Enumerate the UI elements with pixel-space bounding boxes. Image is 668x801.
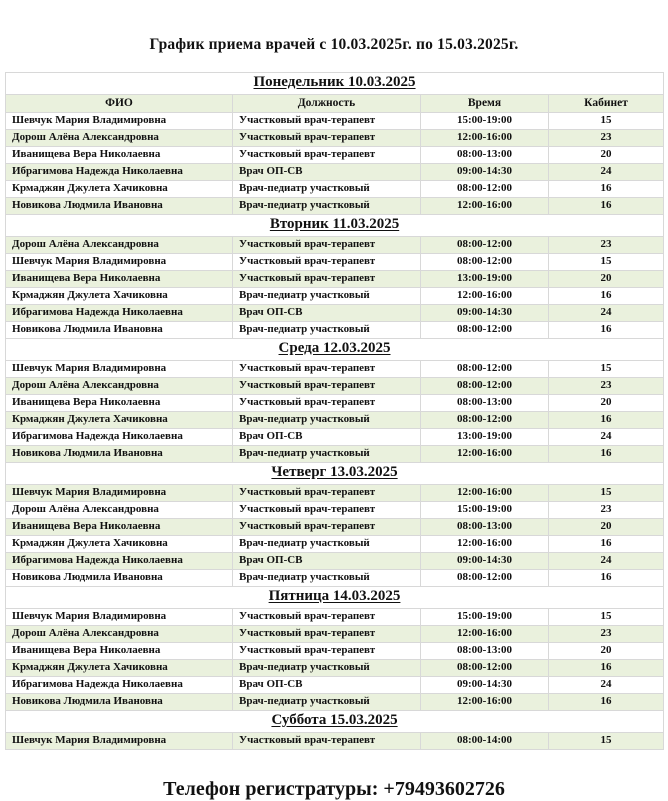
day-title-row [6, 587, 664, 609]
time-cell: 15:00-19:00 [421, 609, 549, 626]
schedule-row [6, 288, 664, 305]
position-cell: Врач ОП-СВ [233, 305, 421, 322]
day-title-cell [6, 215, 664, 237]
fio-cell: Ибрагимова Надежда Николаевна [6, 305, 233, 322]
position-cell: Врач-педиатр участковый [233, 198, 421, 215]
day-title: Понедельник 10.03.2025 [253, 74, 416, 90]
schedule-table [5, 72, 664, 750]
schedule-row [6, 446, 664, 463]
schedule-row [6, 570, 664, 587]
time-cell: 12:00-16:00 [421, 485, 549, 502]
fio-cell: Шевчук Мария Владимировна [6, 361, 233, 378]
time-cell: 15:00-19:00 [421, 113, 549, 130]
registry-phone: Телефон регистратуры: +79493602726 [163, 778, 505, 800]
schedule-row [6, 395, 664, 412]
cabinet-cell: 24 [549, 553, 664, 570]
time-cell: 08:00-12:00 [421, 254, 549, 271]
day-title: Среда 12.03.2025 [278, 340, 391, 356]
cabinet-cell: 16 [549, 536, 664, 553]
fio-cell: Крмаджян Джулета Хачиковна [6, 288, 233, 305]
cabinet-cell: 16 [549, 198, 664, 215]
position-cell: Врач-педиатр участковый [233, 570, 421, 587]
time-cell: 13:00-19:00 [421, 271, 549, 288]
cabinet-cell: 16 [549, 181, 664, 198]
fio-cell: Ибрагимова Надежда Николаевна [6, 553, 233, 570]
fio-cell: Новикова Людмила Ивановна [6, 694, 233, 711]
day-title-cell [6, 463, 664, 485]
fio-cell: Крмаджян Джулета Хачиковна [6, 660, 233, 677]
schedule-row [6, 322, 664, 339]
time-cell: 08:00-12:00 [421, 378, 549, 395]
cabinet-cell: 15 [549, 485, 664, 502]
time-cell: 09:00-14:30 [421, 553, 549, 570]
column-header-3: Кабинет [549, 95, 664, 113]
cabinet-cell: 23 [549, 502, 664, 519]
schedule-row [6, 305, 664, 322]
fio-cell: Дорош Алёна Александровна [6, 130, 233, 147]
column-header-2: Время [421, 95, 549, 113]
position-cell: Участковый врач-терапевт [233, 271, 421, 288]
cabinet-cell: 24 [549, 677, 664, 694]
fio-cell: Шевчук Мария Владимировна [6, 609, 233, 626]
position-cell: Врач ОП-СВ [233, 677, 421, 694]
day-title-cell [6, 711, 664, 733]
time-cell: 09:00-14:30 [421, 305, 549, 322]
fio-cell: Иванищева Вера Николаевна [6, 271, 233, 288]
day-title-row [6, 215, 664, 237]
time-cell: 12:00-16:00 [421, 626, 549, 643]
position-cell: Врач ОП-СВ [233, 429, 421, 446]
cabinet-cell: 15 [549, 609, 664, 626]
cabinet-cell: 15 [549, 113, 664, 130]
cabinet-cell: 15 [549, 733, 664, 750]
day-title-row [6, 339, 664, 361]
time-cell: 08:00-12:00 [421, 322, 549, 339]
page-title: График приема врачей с 10.03.2025г. по 15.03.2025г. [149, 36, 519, 53]
fio-cell: Новикова Людмила Ивановна [6, 446, 233, 463]
cabinet-cell: 20 [549, 519, 664, 536]
schedule-row [6, 271, 664, 288]
cabinet-cell: 16 [549, 694, 664, 711]
schedule-row [6, 254, 664, 271]
position-cell: Участковый врач-терапевт [233, 147, 421, 164]
fio-cell: Новикова Людмила Ивановна [6, 570, 233, 587]
day-title-row [6, 73, 664, 95]
fio-cell: Ибрагимова Надежда Николаевна [6, 164, 233, 181]
time-cell: 08:00-12:00 [421, 361, 549, 378]
time-cell: 08:00-13:00 [421, 395, 549, 412]
schedule-row [6, 113, 664, 130]
time-cell: 08:00-13:00 [421, 147, 549, 164]
fio-cell: Крмаджян Джулета Хачиковна [6, 536, 233, 553]
time-cell: 08:00-14:00 [421, 733, 549, 750]
fio-cell: Дорош Алёна Александровна [6, 237, 233, 254]
cabinet-cell: 15 [549, 361, 664, 378]
fio-cell: Дорош Алёна Александровна [6, 378, 233, 395]
time-cell: 12:00-16:00 [421, 198, 549, 215]
position-cell: Врач-педиатр участковый [233, 536, 421, 553]
position-cell: Участковый врач-терапевт [233, 609, 421, 626]
time-cell: 08:00-12:00 [421, 237, 549, 254]
schedule-row [6, 181, 664, 198]
position-cell: Врач-педиатр участковый [233, 288, 421, 305]
position-cell: Участковый врач-терапевт [233, 643, 421, 660]
cabinet-cell: 16 [549, 446, 664, 463]
position-cell: Участковый врач-терапевт [233, 254, 421, 271]
position-cell: Врач-педиатр участковый [233, 446, 421, 463]
cabinet-cell: 24 [549, 429, 664, 446]
schedule-row [6, 536, 664, 553]
cabinet-cell: 20 [549, 147, 664, 164]
fio-cell: Шевчук Мария Владимировна [6, 733, 233, 750]
cabinet-cell: 16 [549, 570, 664, 587]
cabinet-cell: 24 [549, 164, 664, 181]
position-cell: Участковый врач-терапевт [233, 237, 421, 254]
schedule-row [6, 694, 664, 711]
schedule-row [6, 609, 664, 626]
day-title: Вторник 11.03.2025 [269, 216, 400, 232]
fio-cell: Ибрагимова Надежда Николаевна [6, 429, 233, 446]
day-title-cell [6, 73, 664, 95]
fio-cell: Новикова Людмила Ивановна [6, 322, 233, 339]
cabinet-cell: 20 [549, 271, 664, 288]
schedule-row [6, 553, 664, 570]
time-cell: 12:00-16:00 [421, 694, 549, 711]
schedule-row [6, 519, 664, 536]
day-title-row [6, 463, 664, 485]
cabinet-cell: 23 [549, 378, 664, 395]
fio-cell: Иванищева Вера Николаевна [6, 519, 233, 536]
time-cell: 08:00-12:00 [421, 412, 549, 429]
position-cell: Участковый врач-терапевт [233, 733, 421, 750]
position-cell: Врач ОП-СВ [233, 553, 421, 570]
time-cell: 12:00-16:00 [421, 288, 549, 305]
fio-cell: Новикова Людмила Ивановна [6, 198, 233, 215]
schedule-row [6, 677, 664, 694]
schedule-row [6, 361, 664, 378]
position-cell: Участковый врач-терапевт [233, 519, 421, 536]
column-header-row [6, 95, 664, 113]
schedule-row [6, 164, 664, 181]
schedule-row [6, 626, 664, 643]
cabinet-cell: 23 [549, 237, 664, 254]
schedule-row [6, 237, 664, 254]
cabinet-cell: 24 [549, 305, 664, 322]
time-cell: 13:00-19:00 [421, 429, 549, 446]
position-cell: Участковый врач-терапевт [233, 113, 421, 130]
schedule-row [6, 485, 664, 502]
cabinet-cell: 16 [549, 322, 664, 339]
position-cell: Участковый врач-терапевт [233, 361, 421, 378]
schedule-row [6, 733, 664, 750]
schedule-row [6, 378, 664, 395]
cabinet-cell: 20 [549, 643, 664, 660]
fio-cell: Шевчук Мария Владимировна [6, 254, 233, 271]
cabinet-cell: 20 [549, 395, 664, 412]
position-cell: Врач-педиатр участковый [233, 660, 421, 677]
schedule-row [6, 643, 664, 660]
position-cell: Врач-педиатр участковый [233, 694, 421, 711]
schedule-row [6, 660, 664, 677]
position-cell: Участковый врач-терапевт [233, 485, 421, 502]
day-title: Суббота 15.03.2025 [271, 712, 398, 728]
column-header-1: Должность [233, 95, 421, 113]
schedule-row [6, 429, 664, 446]
time-cell: 15:00-19:00 [421, 502, 549, 519]
fio-cell: Иванищева Вера Николаевна [6, 147, 233, 164]
schedule-row [6, 198, 664, 215]
fio-cell: Дорош Алёна Александровна [6, 502, 233, 519]
cabinet-cell: 23 [549, 130, 664, 147]
schedule-row [6, 147, 664, 164]
cabinet-cell: 15 [549, 254, 664, 271]
position-cell: Врач-педиатр участковый [233, 322, 421, 339]
column-header-0: ФИО [6, 95, 233, 113]
time-cell: 09:00-14:30 [421, 677, 549, 694]
day-title-cell [6, 339, 664, 361]
position-cell: Участковый врач-терапевт [233, 395, 421, 412]
day-title-cell [6, 587, 664, 609]
fio-cell: Иванищева Вера Николаевна [6, 643, 233, 660]
position-cell: Врач-педиатр участковый [233, 412, 421, 429]
day-title: Пятница 14.03.2025 [268, 588, 401, 604]
day-title-row [6, 711, 664, 733]
position-cell: Врач ОП-СВ [233, 164, 421, 181]
fio-cell: Крмаджян Джулета Хачиковна [6, 181, 233, 198]
schedule-row [6, 502, 664, 519]
cabinet-cell: 16 [549, 412, 664, 429]
position-cell: Участковый врач-терапевт [233, 502, 421, 519]
day-title: Четверг 13.03.2025 [271, 464, 398, 480]
cabinet-cell: 16 [549, 288, 664, 305]
position-cell: Участковый врач-терапевт [233, 130, 421, 147]
time-cell: 08:00-12:00 [421, 181, 549, 198]
fio-cell: Дорош Алёна Александровна [6, 626, 233, 643]
position-cell: Участковый врач-терапевт [233, 378, 421, 395]
cabinet-cell: 23 [549, 626, 664, 643]
cabinet-cell: 16 [549, 660, 664, 677]
position-cell: Врач-педиатр участковый [233, 181, 421, 198]
fio-cell: Шевчук Мария Владимировна [6, 485, 233, 502]
time-cell: 12:00-16:00 [421, 446, 549, 463]
time-cell: 08:00-13:00 [421, 643, 549, 660]
schedule-row [6, 130, 664, 147]
fio-cell: Иванищева Вера Николаевна [6, 395, 233, 412]
time-cell: 08:00-12:00 [421, 570, 549, 587]
time-cell: 12:00-16:00 [421, 536, 549, 553]
position-cell: Участковый врач-терапевт [233, 626, 421, 643]
fio-cell: Шевчук Мария Владимировна [6, 113, 233, 130]
time-cell: 08:00-12:00 [421, 660, 549, 677]
time-cell: 08:00-13:00 [421, 519, 549, 536]
time-cell: 09:00-14:30 [421, 164, 549, 181]
fio-cell: Ибрагимова Надежда Николаевна [6, 677, 233, 694]
time-cell: 12:00-16:00 [421, 130, 549, 147]
schedule-row [6, 412, 664, 429]
fio-cell: Крмаджян Джулета Хачиковна [6, 412, 233, 429]
